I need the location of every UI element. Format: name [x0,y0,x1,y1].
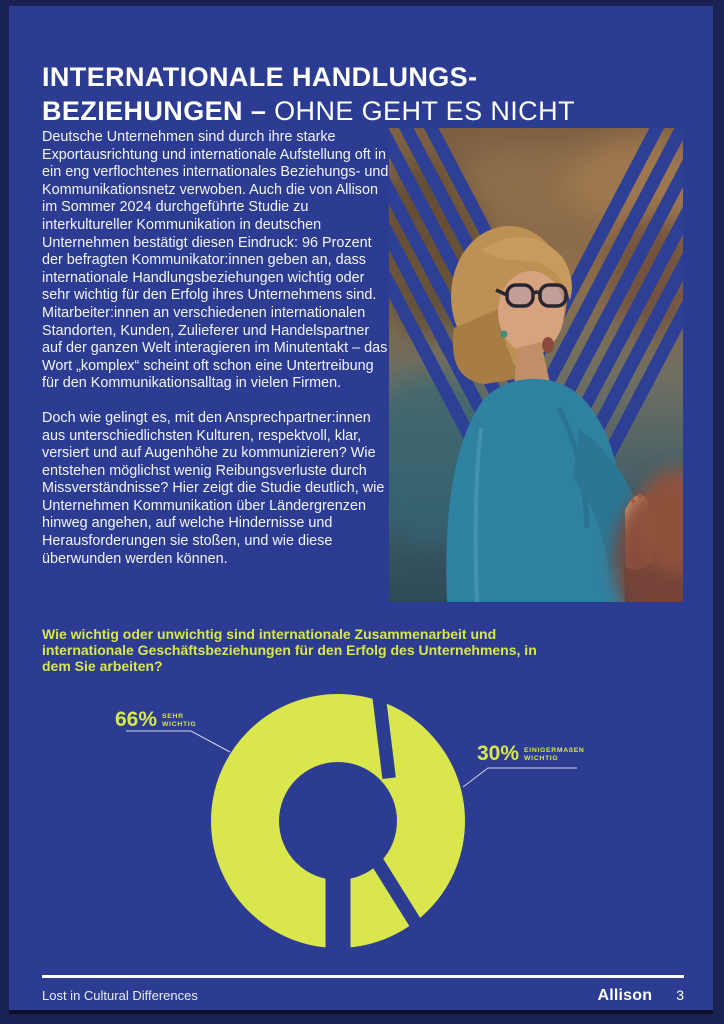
page-background [9,6,713,1014]
title-line2-light: OHNE GEHT ES NICHT [274,96,575,127]
chart-label-sehr-wichtig [115,710,196,730]
title-line1: INTERNATIONALE HANDLUNGS- [42,62,478,93]
page-bottom-edge [9,1010,713,1014]
survey-question: Wie wichtig oder unwichtig sind internationale Zusammenarbeit und internationale Geschäftsbeziehungen für den Erfolg des Unternehmens, in dem Sie arbeiten? [42,626,537,674]
speaker-photo-illustration [389,128,683,602]
footer [42,987,684,1005]
chart-value-66: 66% [115,708,158,731]
body-text-column [42,129,392,585]
chart-value-30: 30% [477,742,520,765]
chart-caption-66: SEHR WICHTIG [162,713,197,728]
page-title [42,60,692,128]
paragraph-1: Deutsche Unternehmen sind durch ihre starke Exportausrichtung und internationale Aufstellung oft in ein eng verflochtenes internationales Beziehungs- und Kommunikationsnetz verwoben. Auch die von Allison im Sommer 2024 durchgeführte Studie zu interkultureller Kommunikation in deutschen Unternehmen bestätigt diesen Eindruck: 96 Prozent der befragten Kommunikator:innen geben an, dass internationale Handlungsbeziehungen wichtig oder sehr wichtig für den Erfolg ihres Unternehmens sind. Mitarbeiter:innen an verschiedenen internationalen Standorten, Kunden, Zulieferer und Handelspartner auf der ganzen Welt interagieren im Minutentakt – das Wort „komplex“ scheint oft schon eine Untertreibung für den Kommunikationsalltag in vielen Firmen. [42,129,389,392]
paragraph-2: Doch wie gelingt es, mit den Ansprechpartner:innen aus unterschiedlichsten Kulturen, respektvoll, klar, versiert und auf Augenhöhe zu kommunizieren? Wie entstehen möglichst wenig Reibungsverluste durch Missverständnisse? Hier zeigt die Studie deutlich, wie Unternehmen Kommunikation über Ländergrenzen hinweg angehen, auf welche Hindernisse und Herausforderungen sie stoßen, und wie diese überwunden werden können. [42,409,385,567]
chart-label-einigermassen-wichtig [477,744,585,764]
donut-chart [109,691,589,966]
speaker-photo [389,128,683,602]
brand-logo: Allison [597,987,653,1004]
title-line2-bold: BEZIEHUNGEN – [42,96,275,127]
chart-caption-30: EINIGERMAßEN WICHTIG [524,747,585,762]
footer-document-title: Lost in Cultural Differences [42,988,198,1003]
footer-divider [42,975,684,978]
page-number: 3 [676,987,684,1003]
